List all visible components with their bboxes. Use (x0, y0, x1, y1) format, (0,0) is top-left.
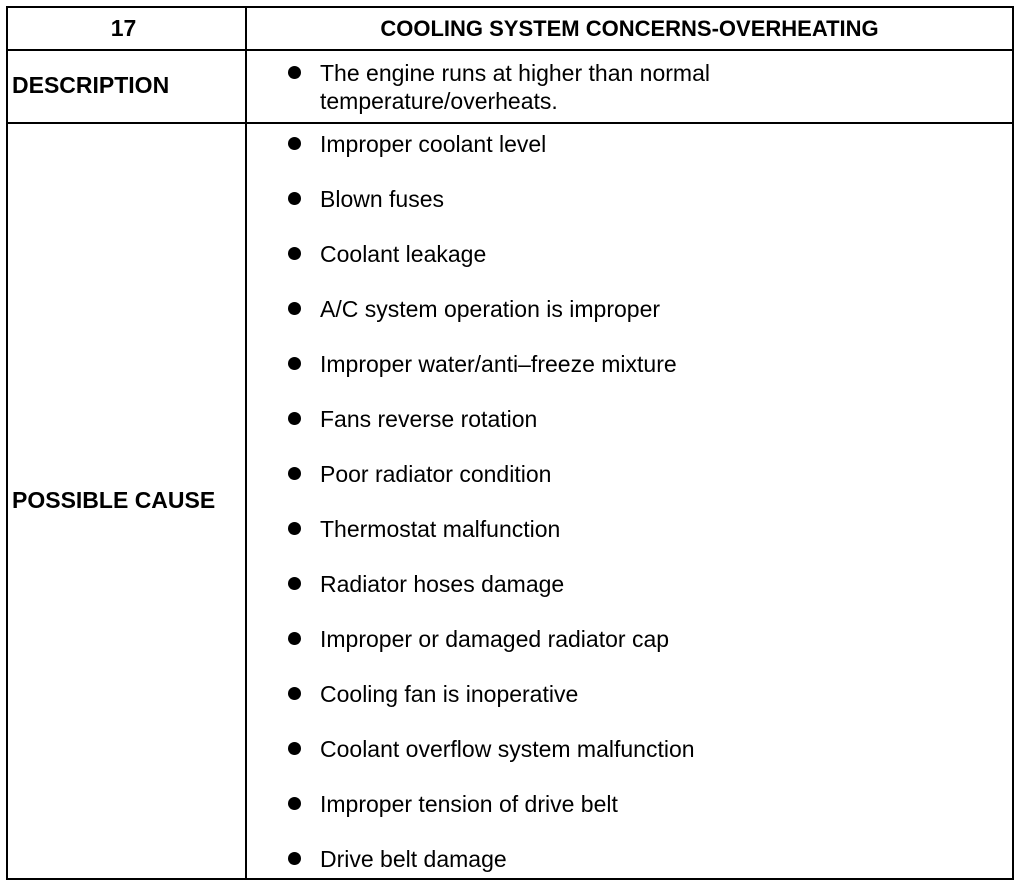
concern-title: COOLING SYSTEM CONCERNS-OVERHEATING (380, 15, 879, 41)
cause-item (288, 790, 618, 818)
bullet-icon (288, 192, 301, 205)
concern-number: 17 (110, 15, 137, 41)
cause-text: Coolant overflow system malfunction (320, 736, 695, 762)
bullet-icon (288, 577, 301, 590)
bullet-icon (288, 467, 301, 480)
cause-text: Poor radiator condition (320, 461, 552, 487)
bullet-icon (288, 357, 301, 370)
bullet-icon (288, 852, 301, 865)
description-item (288, 59, 760, 115)
diagnostic-table (6, 6, 1014, 880)
cause-item (288, 295, 660, 323)
cause-item (288, 130, 546, 158)
cause-item (288, 185, 444, 213)
bullet-icon (288, 522, 301, 535)
bullet-icon (288, 247, 301, 260)
cause-text: Thermostat malfunction (320, 516, 561, 542)
possible-cause-label: POSSIBLE CAUSE (12, 487, 216, 513)
cause-text: Radiator hoses damage (320, 571, 565, 597)
bullet-icon (288, 742, 301, 755)
cause-item (288, 240, 486, 268)
bullet-icon (288, 137, 301, 150)
cause-item (288, 845, 507, 873)
description-divider (8, 122, 1012, 124)
bullet-icon (288, 302, 301, 315)
column-divider (245, 8, 247, 878)
cause-item (288, 570, 564, 598)
bullet-icon (288, 797, 301, 810)
cause-item (288, 405, 537, 433)
bullet-icon (288, 687, 301, 700)
cause-text: Improper coolant level (320, 131, 547, 157)
cause-text: Blown fuses (320, 186, 445, 212)
cause-item (288, 460, 551, 488)
description-label: DESCRIPTION (12, 72, 170, 98)
cause-item (288, 735, 695, 763)
bullet-icon (288, 66, 301, 79)
header-divider (8, 49, 1012, 51)
cause-text: Improper tension of drive belt (320, 791, 618, 817)
cause-item (288, 625, 669, 653)
cause-text: Coolant leakage (320, 241, 487, 267)
cause-item (288, 350, 677, 378)
bullet-icon (288, 412, 301, 425)
cause-text: Fans reverse rotation (320, 406, 538, 432)
bullet-icon (288, 632, 301, 645)
cause-text: A/C system operation is improper (320, 296, 661, 322)
cause-text: Improper or damaged radiator cap (320, 626, 670, 652)
cause-text: Drive belt damage (320, 846, 507, 872)
cause-item (288, 680, 578, 708)
cause-text: Improper water/anti–freeze mixture (320, 351, 677, 377)
cause-text: Cooling fan is inoperative (320, 681, 579, 707)
cause-item (288, 515, 560, 543)
description-text: The engine runs at higher than normal temperature/overheats. (320, 60, 710, 114)
